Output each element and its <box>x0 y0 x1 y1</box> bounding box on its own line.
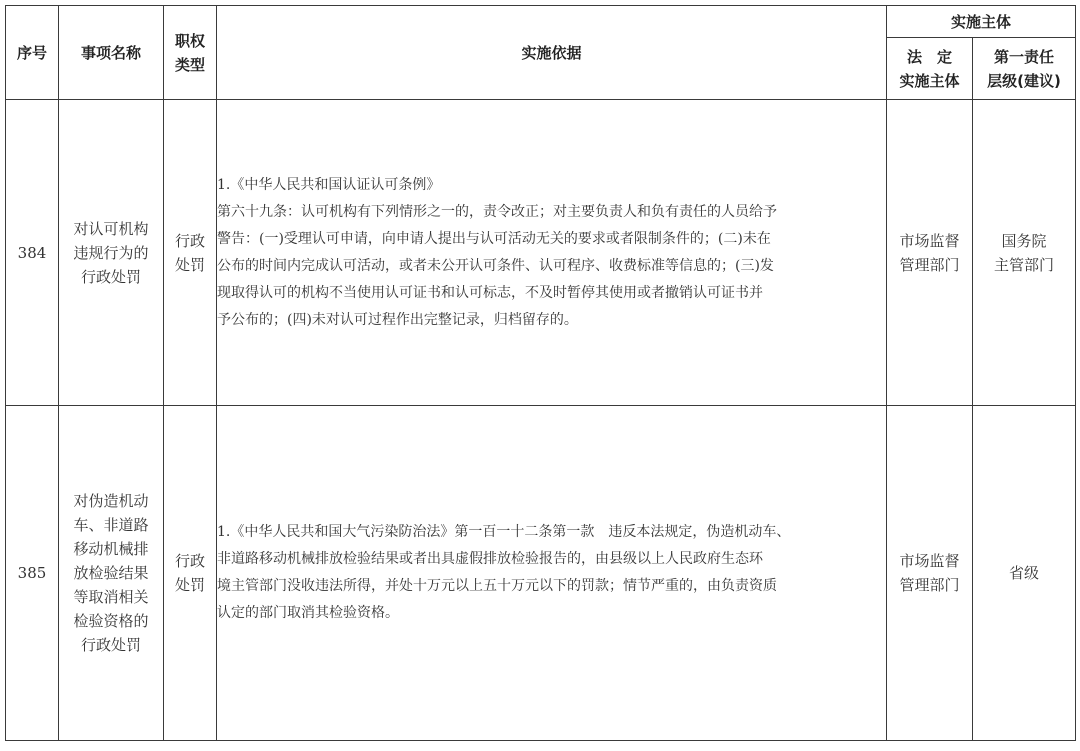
basis-line: 1.《中华人民共和国大气污染防治法》第一百一十二条第一款 违反本法规定，伪造机动车、 <box>217 524 791 540</box>
header-power-type-line: 职权 <box>174 31 205 50</box>
header-item-name: 事项名称 <box>59 6 164 100</box>
basis-line: 现取得认可的机构不当使用认可证书和认可标志，不及时暂停其使用或者撤销认可证书并 <box>217 284 763 301</box>
row-basis <box>217 100 887 406</box>
legal-subject-line: 管理部门 <box>899 576 960 594</box>
row-power-type <box>164 100 217 406</box>
row-responsible-level <box>973 100 1076 406</box>
header-first-responsible-line: 层级(建议) <box>987 71 1061 90</box>
header-legal-subject-line: 法 定 <box>906 47 952 66</box>
responsible-level-line: 省级 <box>1009 564 1040 582</box>
row-legal-subject <box>887 100 973 406</box>
header-first-responsible-line: 第一责任 <box>994 47 1055 66</box>
basis-line: 非道路移动机械排放检验结果或者出具虚假排放检验报告的，由县级以上人民政府生态环 <box>217 551 763 567</box>
power-type-line: 行政 <box>174 552 205 570</box>
responsible-level-line: 国务院 <box>1001 231 1047 250</box>
power-type-line: 行政 <box>174 231 205 250</box>
row-item-name <box>59 100 164 406</box>
table-row <box>6 100 1076 406</box>
header-row-top <box>6 6 1076 38</box>
row-item-name <box>59 406 164 741</box>
item-name-line: 对认可机构 <box>73 219 149 238</box>
legal-subject-line: 市场监督 <box>899 552 960 570</box>
item-name-line: 对伪造机动 <box>73 492 149 510</box>
row-power-type <box>164 406 217 741</box>
legal-subject-line: 市场监督 <box>899 231 960 250</box>
basis-line: 警告：(一)受理认可申请，向申请人提出与认可活动无关的要求或者限制条件的；(二)未在 <box>217 230 771 247</box>
header-subject-group: 实施主体 <box>887 6 1076 38</box>
header-power-type <box>164 6 217 100</box>
basis-line: 公布的时间内完成认可活动，或者未公开认可条件、认可程序、收费标准等信息的；(三)发 <box>217 257 774 274</box>
header-legal-subject <box>887 38 973 100</box>
legal-subject-line: 管理部门 <box>899 255 960 274</box>
item-name-line: 车、非道路 <box>73 516 149 534</box>
header-first-responsible <box>973 38 1076 100</box>
row-responsible-level <box>973 406 1076 741</box>
row-basis <box>217 406 887 741</box>
item-name-line: 放检验结果 <box>73 564 149 582</box>
table-row <box>6 406 1076 741</box>
power-type-line: 处罚 <box>174 576 205 594</box>
row-legal-subject <box>887 406 973 741</box>
basis-line: 认定的部门取消其检验资格。 <box>217 605 399 621</box>
header-basis: 实施依据 <box>217 6 887 100</box>
basis-line: 第六十九条：认可机构有下列情形之一的，责令改正；对主要负责人和负有责任的人员给予 <box>217 203 777 220</box>
administrative-penalty-table <box>5 5 1076 741</box>
responsible-level-line: 主管部门 <box>994 255 1055 274</box>
basis-line: 1.《中华人民共和国认证认可条例》 <box>217 176 441 193</box>
row-seq: 384 <box>6 100 59 406</box>
basis-line: 予公布的；(四)未对认可过程作出完整记录，归档留存的。 <box>217 311 578 328</box>
header-power-type-line: 类型 <box>174 55 205 74</box>
power-type-line: 处罚 <box>174 255 205 274</box>
header-seq: 序号 <box>6 6 59 100</box>
basis-line: 境主管部门没收违法所得，并处十万元以上五十万元以下的罚款；情节严重的，由负责资质 <box>217 578 777 594</box>
item-name-line: 行政处罚 <box>80 267 141 286</box>
item-name-line: 等取消相关 <box>73 588 149 606</box>
item-name-line: 移动机械排 <box>73 540 149 558</box>
item-name-line: 行政处罚 <box>80 636 141 654</box>
item-name-line: 违规行为的 <box>73 243 149 262</box>
header-legal-subject-line: 实施主体 <box>899 71 960 90</box>
item-name-line: 检验资格的 <box>73 612 149 630</box>
row-seq: 385 <box>6 406 59 741</box>
